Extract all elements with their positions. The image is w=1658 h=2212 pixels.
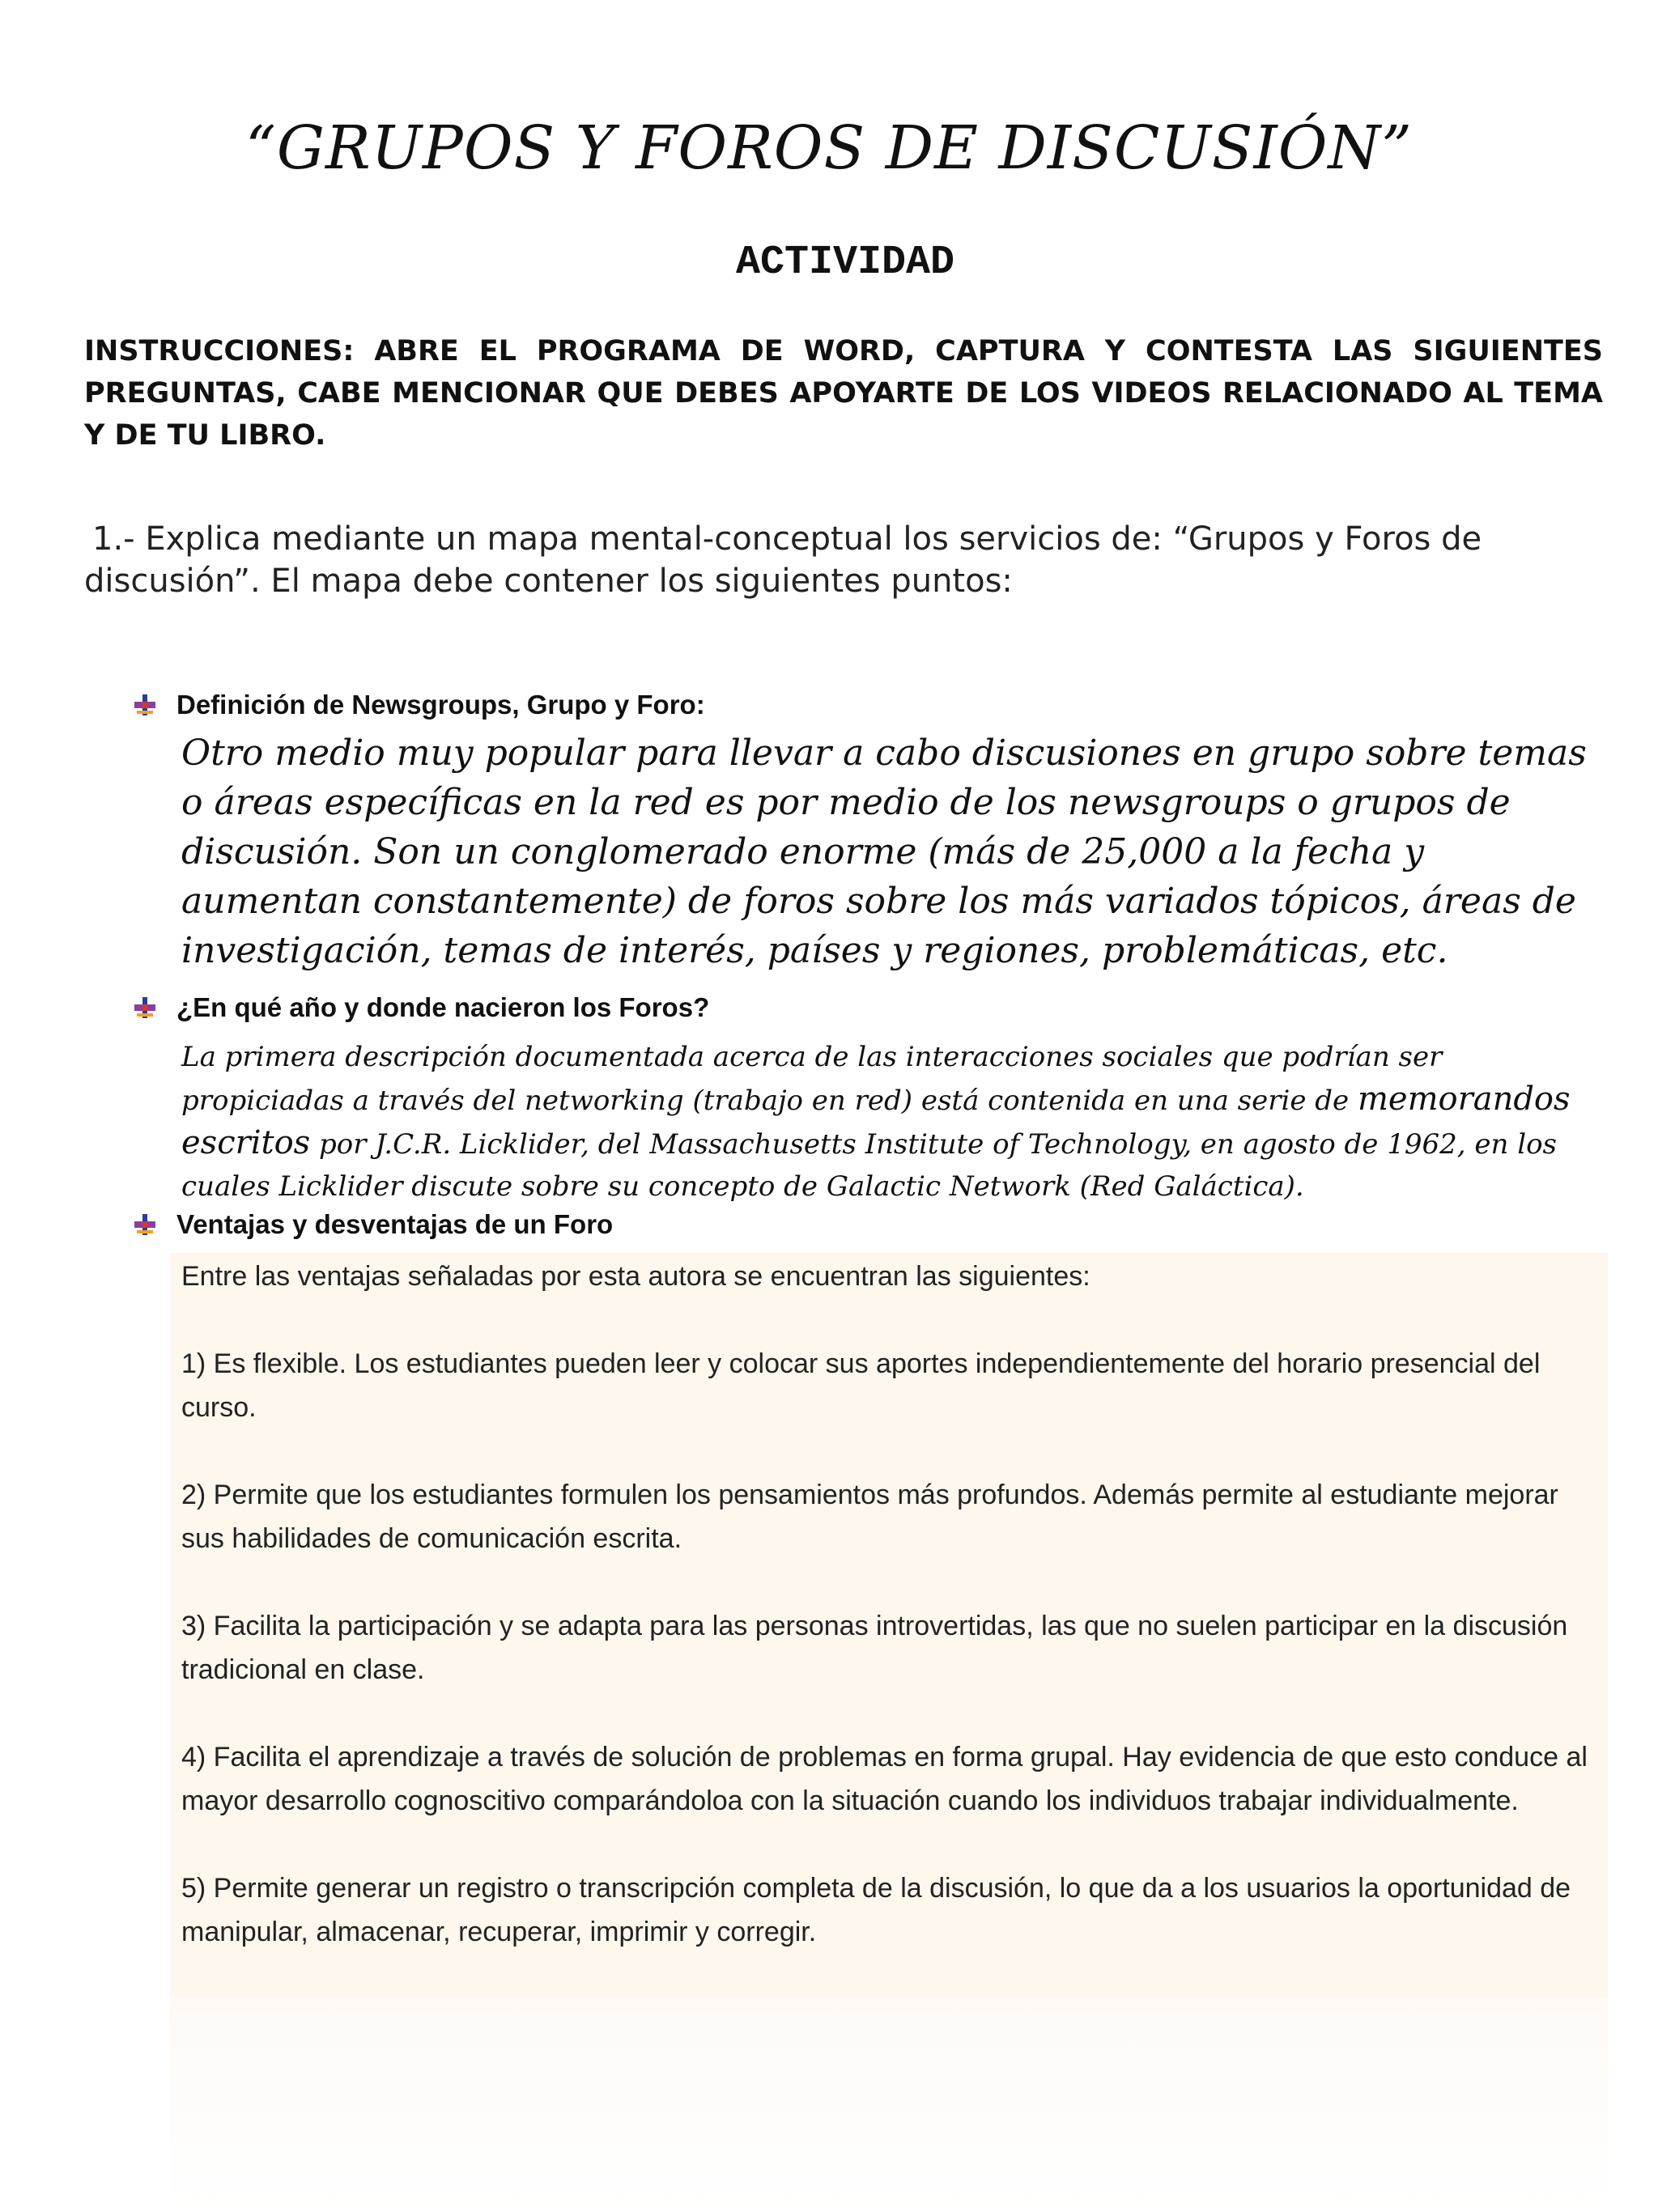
section-advantages-answer (170, 1253, 1608, 1998)
section-heading: Ventajas y desventajas de un Foro (176, 1209, 614, 1239)
answer-paragraph: 5) Permite generar un registro o transcripción completa de la discusión, lo que da a los usuarios la oportunidad de manipular, almacenar, recuperar, imprimir y corregir. (181, 1873, 1571, 1947)
document-subtitle: ACTIVIDAD (735, 240, 955, 286)
document-title: “GRUPOS Y FOROS DE DISCUSIÓN” (245, 113, 1413, 183)
answer-paragraph: 1) Es flexible. Los estudiantes pueden leer y colocar sus aportes independientemente del horario presencial del curso. (181, 1348, 1541, 1423)
section-advantages-heading-row (134, 1209, 613, 1240)
question-text: Explica mediante un mapa mental-conceptual los servicios de: “Grupos y Foros de discusión”. El mapa debe contener los siguientes puntos: (84, 520, 1482, 600)
answer-emphasis: newsgroups o grupos de discusión (181, 782, 1511, 872)
answer-text: . Son un conglomerado enorme (más de 25,000 a la fecha y aumentan constantemente) de foros sobre los más variados tópicos, áreas de investigación, temas de interés, países y regiones, problemáticas, etc. (181, 831, 1576, 971)
question-number: 1.- (92, 520, 135, 558)
answer-text: La primera descripción documentada acerca de las interacciones sociales que podrían ser propiciadas a través del (181, 1041, 1443, 1117)
section-origin-heading-row (134, 992, 709, 1023)
answer-text: (trabajo en red) está contenida en una serie de (683, 1085, 1358, 1117)
bullet-arrow-icon (134, 997, 155, 1018)
section-origin-answer (181, 1036, 1606, 1208)
section-definition-heading-row (134, 690, 705, 720)
answer-emphasis: networking (525, 1085, 684, 1117)
section-definition-answer (181, 728, 1606, 975)
answer-paragraph: 3) Facilita la participación y se adapta para las personas introvertidas, las que no suelen participar en la discusión tradicional en clase. (181, 1611, 1568, 1685)
answer-text: Otro medio muy popular para llevar a cabo discusiones en grupo sobre temas o áreas específicas en la red es por medio de los (181, 732, 1587, 823)
answer-emphasis: memorandos escritos (181, 1081, 1571, 1161)
question-1 (84, 518, 1590, 602)
answer-paragraph: Entre las ventajas señaladas por esta autora se encuentran las siguientes: (181, 1261, 1090, 1292)
section-heading: ¿En qué año y donde nacieron los Foros? (176, 992, 710, 1022)
bullet-arrow-icon (134, 694, 155, 715)
answer-paragraph: 2) Permite que los estudiantes formulen los pensamientos más profundos. Además permite al estudiante mejorar sus habilidades de comunicación escrita. (181, 1480, 1558, 1554)
bullet-arrow-icon (134, 1214, 155, 1235)
answer-text: por J.C.R. Licklider, del Massachusetts Institute of Technology, en agosto de 1962, en los cuales Licklider discute sobre su concepto de Galactic Network (Red Galáctica). (181, 1128, 1557, 1203)
section-heading: Definición de Newsgroups, Grupo y Foro: (176, 690, 705, 720)
instructions-text: INSTRUCCIONES: ABRE EL PROGRAMA DE WORD, CAPTURA Y CONTESTA LAS SIGUIENTES PREGUNTAS, CABE MENCIONAR QUE DEBES APOYARTE DE LOS VIDEOS RELACIONADO AL TEMA Y DE TU LIBRO. (84, 335, 1603, 452)
background-fade (170, 1998, 1608, 2212)
answer-paragraph: 4) Facilita el aprendizaje a través de solución de problemas en forma grupal. Hay evidencia de que esto conduce al mayor desarrollo cognoscitivo comparándoloa con la situación cuando los individuos trabajar individualmente. (181, 1742, 1588, 1816)
